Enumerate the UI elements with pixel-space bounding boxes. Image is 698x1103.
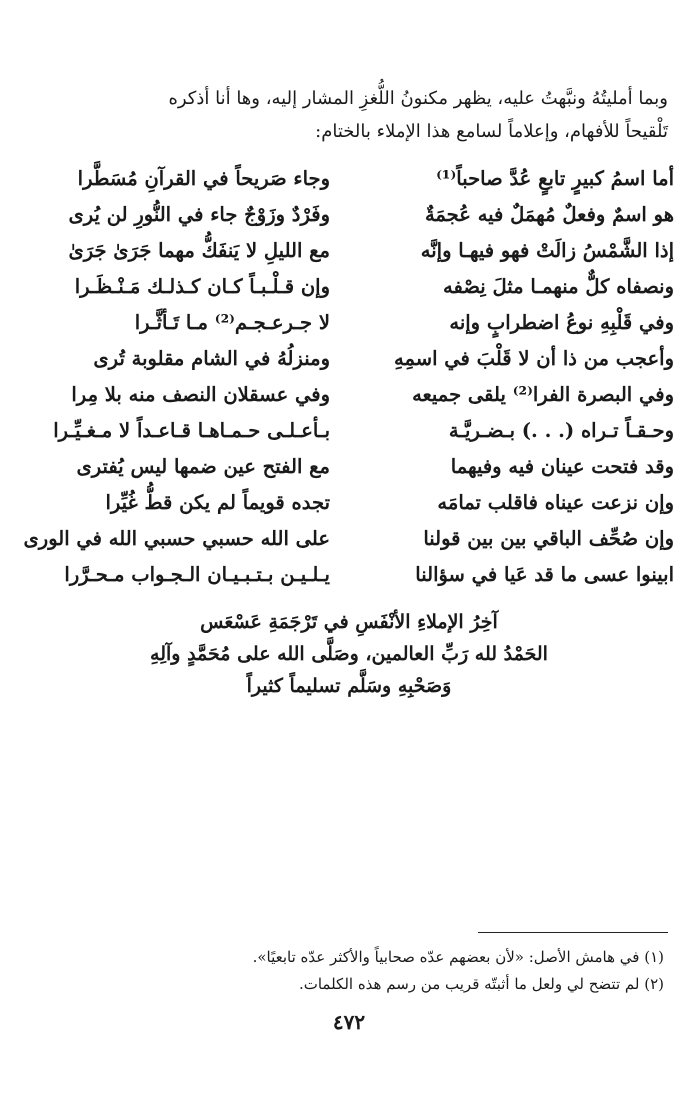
footnote: (١) في هامش الأصل: «لأن بعضهم عدّه صحابياً والأكثر عدّه تابعيًا». — [252, 948, 664, 966]
footnote-divider — [478, 932, 668, 933]
verse-row — [34, 268, 674, 304]
second-hemistich: مع الفتح عين ضمها ليس يُفترى — [76, 454, 330, 478]
closing-colophon — [0, 606, 698, 702]
closing-line: آخِرُ الإملاءِ الأنْفَسِ في تَرْجَمَةِ عَسْعَس — [200, 611, 498, 633]
first-hemistich: وإن صُحِّف الباقي بين بين قولنا — [423, 526, 674, 550]
second-hemistich: تجده قويماً لم يكن قطُّ غُيِّرا — [105, 490, 330, 514]
intro-paragraph — [38, 82, 668, 148]
poem — [23, 160, 674, 592]
first-hemistich: وإن نزعت عيناه فاقلب تمامَه — [437, 490, 674, 514]
second-hemistich: على الله حسبي حسبي الله في الورى — [23, 526, 330, 550]
verse-row — [34, 160, 674, 196]
second-hemistich: مع الليلِ لا يَنفَكُّ مهما جَرَىٰ جَرَىٰ — [68, 238, 330, 262]
second-hemistich: بـأعـلـى حـمـاهـا قـاعـداً لا مـغـيِّـرا — [53, 418, 330, 442]
first-hemistich: ونصفاه كلٌّ منهمـا مثلَ نِصْفه — [443, 274, 674, 298]
second-hemistich: وجاء صَريحاً في القرآنِ مُسَطَّرا — [77, 166, 330, 190]
page-number: ٤٧٢ — [332, 1010, 366, 1034]
second-hemistich: ومنزلُهُ في الشام مقلوبة تُرى — [93, 346, 330, 370]
first-hemistich: أما اسمُ كبيرٍ تابعٍ عُدَّ صاحباً⁽¹⁾ — [436, 166, 674, 190]
intro-line: وبما أمليتُهُ ونبَّهتُ عليه، يظهر مكنونُ اللُّغزِ المشار إليه، وها أنا أذكره — [168, 88, 668, 109]
verse-row — [34, 448, 674, 484]
first-hemistich: وحـقـاً تـراه (. . .) بـضـريَّـة — [448, 418, 674, 442]
first-hemistich: إذا الشَّمْسُ زالَتْ فهو فيهـا وإنَّه — [420, 238, 674, 262]
closing-line: الحَمْدُ لله رَبِّ العالمين، وصَلَّى الله على مُحَمَّدٍ وآلِهِ — [150, 643, 548, 665]
second-hemistich: لا جـرعـجـم⁽²⁾ مـا تَـأثَّـرا — [134, 310, 330, 334]
first-hemistich: وفي البصرة الفرا⁽²⁾ يلقى جميعه — [412, 382, 674, 406]
closing-line: وَصَحْبِهِ وسَلَّم تسليماً كثيراً — [246, 675, 452, 697]
second-hemistich: وإن قـلْـبـاً كـان كـذلـك مَـنْـظَـرا — [74, 274, 330, 298]
verse-row — [34, 304, 674, 340]
verse-row — [34, 556, 674, 592]
verse-row — [34, 232, 674, 268]
first-hemistich: ابينوا عسى ما قد عَيا في سؤالنا — [415, 562, 674, 586]
first-hemistich: وفي قَلْبِهِ نوعُ اضطرابٍ وإنه — [449, 310, 674, 334]
second-hemistich: يـلـيـن بـتـبـيـان الـجـواب مـحـرَّرا — [64, 562, 330, 586]
verse-row — [34, 340, 674, 376]
first-hemistich: وقد فتحت عينان فيه وفيهما — [450, 454, 674, 478]
footnote: (٢) لم تتضح لي ولعل ما أثبتّه قريب من رسم هذه الكلمات. — [298, 975, 664, 993]
intro-line: تَلْقيحاً للأفهام، وإعلاماً لسامع هذا الإملاء بالختام: — [315, 121, 668, 142]
verse-row — [34, 376, 674, 412]
first-hemistich: وأعجب من ذا أن لا قَلْبَ في اسمِهِ — [394, 346, 674, 370]
verse-row — [34, 484, 674, 520]
second-hemistich: وفَرْدٌ وزَوْجٌ جاء في النُّورِ لن يُرى — [68, 202, 330, 226]
verse-row — [34, 196, 674, 232]
verse-row — [34, 412, 674, 448]
first-hemistich: هو اسمٌ وفعلٌ مُهمَلٌ فيه عُجمَةٌ — [424, 202, 674, 226]
footnotes — [34, 944, 664, 998]
verse-row — [23, 520, 674, 556]
second-hemistich: وفي عسقلان النصف منه بلا مِرا — [71, 382, 330, 406]
